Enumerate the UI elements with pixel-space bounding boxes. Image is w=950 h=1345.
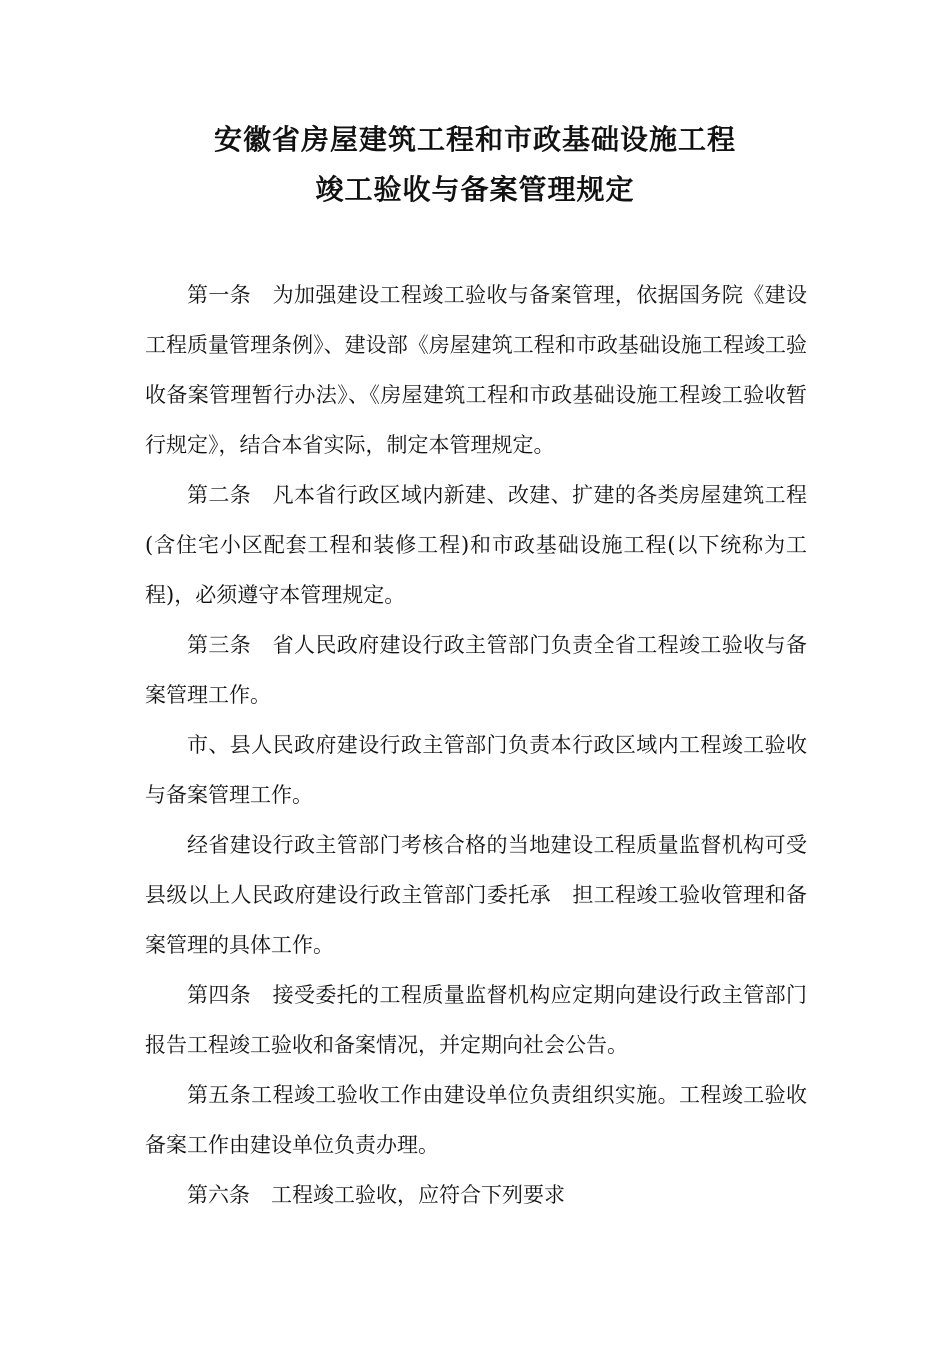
article-4-paragraph: 第四条 接受委托的工程质量监督机构应定期向建设行政主管部门报告工程竣工验收和备案情况，并定期向社会公告。 — [145, 983, 807, 1057]
article-3-city-county-paragraph: 市、县人民政府建设行政主管部门负责本行政区域内工程竣工验收与备案管理工作。 — [145, 733, 807, 807]
article-3-paragraph: 第三条 省人民政府建设行政主管部门负责全省工程竣工验收与备案管理工作。 — [145, 633, 807, 707]
article-6-paragraph: 第六条 工程竣工验收，应符合下列要求 — [187, 1183, 565, 1207]
document-title-line-2: 竣工验收与备案管理规定 — [315, 173, 635, 206]
article-1-paragraph: 第一条 为加强建设工程竣工验收与备案管理，依据国务院《建设工程质量管理条例》、建设部《房屋建筑工程和市政基础设施工程竣工验收备案管理暂行办法》、《房屋建筑工程和市政基础设施工程竣工验收暂行规定》，结合本省实际，制定本管理规定。 — [145, 283, 807, 457]
article-3-supervision-paragraph: 经省建设行政主管部门考核合格的当地建设工程质量监督机构可受县级以上人民政府建设行政主管部门委托承 担工程竣工验收管理和备案管理的具体工作。 — [145, 833, 807, 957]
article-5-paragraph: 第五条工程竣工验收工作由建设单位负责组织实施。工程竣工验收备案工作由建设单位负责办理。 — [145, 1083, 807, 1157]
document-body — [145, 270, 807, 1220]
article-2-paragraph: 第二条 凡本省行政区域内新建、改建、扩建的各类房屋建筑工程(含住宅小区配套工程和装修工程)和市政基础设施工程(以下统称为工程)，必须遵守本管理规定。 — [145, 483, 807, 607]
document-title-line-1: 安徽省房屋建筑工程和市政基础设施工程 — [213, 123, 736, 156]
